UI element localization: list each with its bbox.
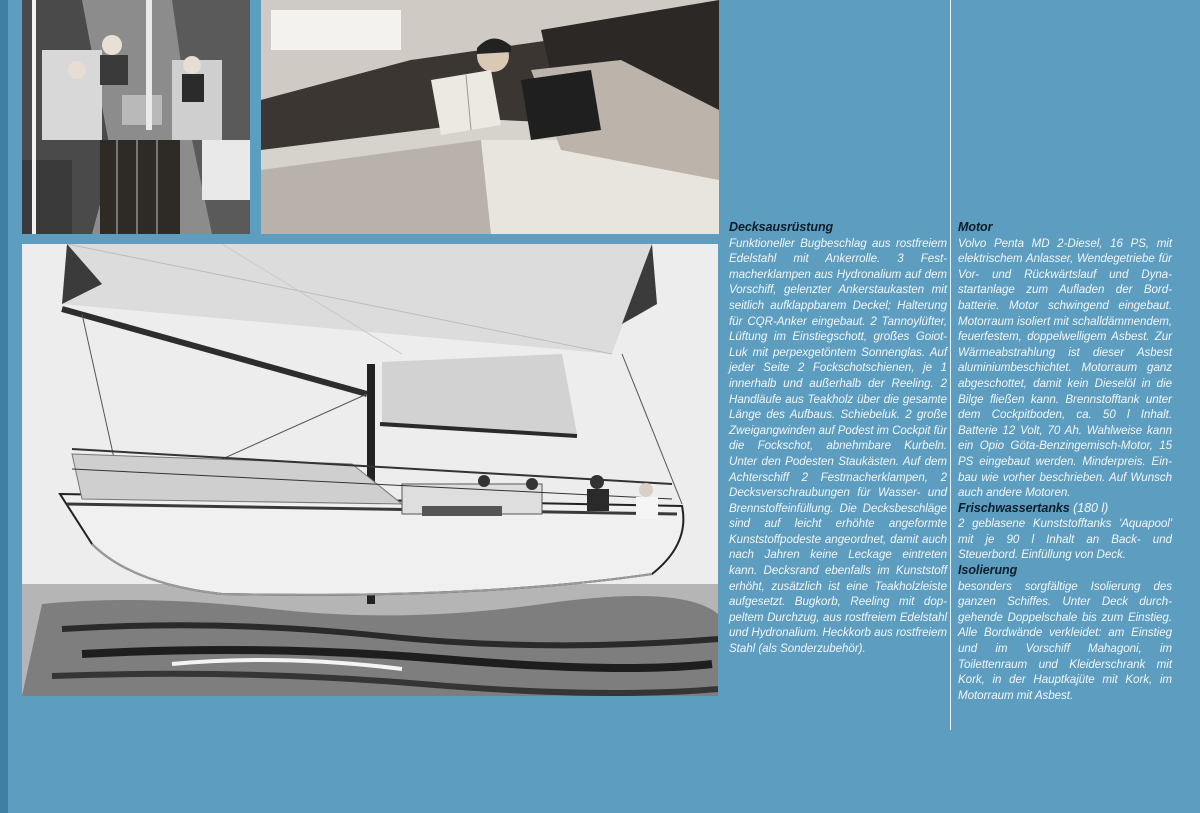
photo-man-reading-berth	[261, 0, 719, 234]
photo-sailboat-under-sail	[22, 244, 718, 696]
heading-motor: Motor	[958, 220, 993, 234]
heading-frischwassertanks	[958, 501, 1172, 517]
heading-decksausruestung: Decksausrüstung	[729, 220, 834, 234]
body-decksausruestung: Funktioneller Bugbeschlag aus rostfreiem Edelstahl mit Ankerrolle. 3 Festmacherklampen aus Hydronalium auf dem Vorschiff, gelenzter Ankerstaukasten mit seitlich aufklappbarem Deckel; Halterung für CQR-Anker eingebaut. 2 Tannoylüfter, Lüftung im Einstiegschott, großes Goiot-Luk mit perpexgetöntem Sonnenglas. Auf jeder Seite 2 Fockschotschienen, je 1 innerhalb und außerhalb der Reeling. 2 Handläufe aus Teakholz über die gesamte Länge des Aufbaus. Schiebeluk. 2 große Zweigangwinden auf Podest im Cockpit für die Fockschot, abnehmbare Kurbeln. Unter den Podesten Staukästen. Auf dem Achterschiff 2 Festmacherklampen, 2 Decksverschraubungen für Wasser- und Brennstoffeinfüllung. Die Decksbeschläge sind auf leicht erhöhte angeformte Kunststoffpodeste angeordnet, damit auch nach Jahren keine Leckage eintreten kann. Decksrand ebenfalls im Kunststoff erhöht, zusätzlich ist eine Teakholzleiste aufgesetzt. Bugkorb, Reeling mit doppeltem Durchzug, aus rostfreiem Edelstahl und Hydronalium. Heckkorb aus rostfreiem Stahl (als Sonderzubehör).	[729, 236, 947, 656]
body-frischwassertanks: 2 geblasene Kunststofftanks 'Aquapool' mit je 90 l Inhalt an Back- und Steuerbord. Einfüllung von Deck.	[958, 517, 1172, 562]
body-motor: Volvo Penta MD 2-Diesel, 16 PS, mit elektrischem Anlasser, Wendegetriebe für Vor- und Rückwärtslauf und Dynastartanlage zum Aufladen der Bordbatterie. Motor schwingend eingebaut. Motorraum isoliert mit schalldämmendem, feuerfestem, doppelwelligem Asbest. Zur Wärmeabstrahlung ist dieser Asbest aluminiumbeschichtet. Motorraum ganz abgeschottet, damit kein Dieselöl in die Bilge fließen kann. Brennstofftank unter dem Cockpitboden, ca. 50 l Inhalt. Batterie 12 Volt, 70 Ah. Wahlweise kann ein Opio Göta-Benzingemisch-Motor, 15 PS eingebaut werden. Minderpreis. Einbau wie vorher beschrieben. Auf Wunsch auch andere Motoren.	[958, 236, 1172, 500]
heading-isolierung: Isolierung	[958, 563, 1018, 578]
heading-frischwassertanks-title: Frischwassertanks	[958, 500, 1070, 515]
text-column-engine	[958, 220, 1172, 703]
text-column-deck-equipment	[729, 220, 947, 657]
heading-frischwassertanks-capacity: (180 l)	[1069, 500, 1109, 515]
column-divider	[950, 0, 951, 730]
page-edge	[0, 0, 8, 813]
body-isolierung: besonders sorgfältige Isolierung des ganzen Schiffes. Unter Deck durchgehende Doppelschale bis zum Einstieg. Alle Bordwände verkleidet: am Einstieg und im Vorschiff Mahagoni, im Toilettenraum und Kleiderschrank mit Kork, in der Hauptkajüte mit Kork, im Motorraum mit Asbest.	[958, 579, 1172, 702]
photo-cabin-interior	[22, 0, 250, 234]
